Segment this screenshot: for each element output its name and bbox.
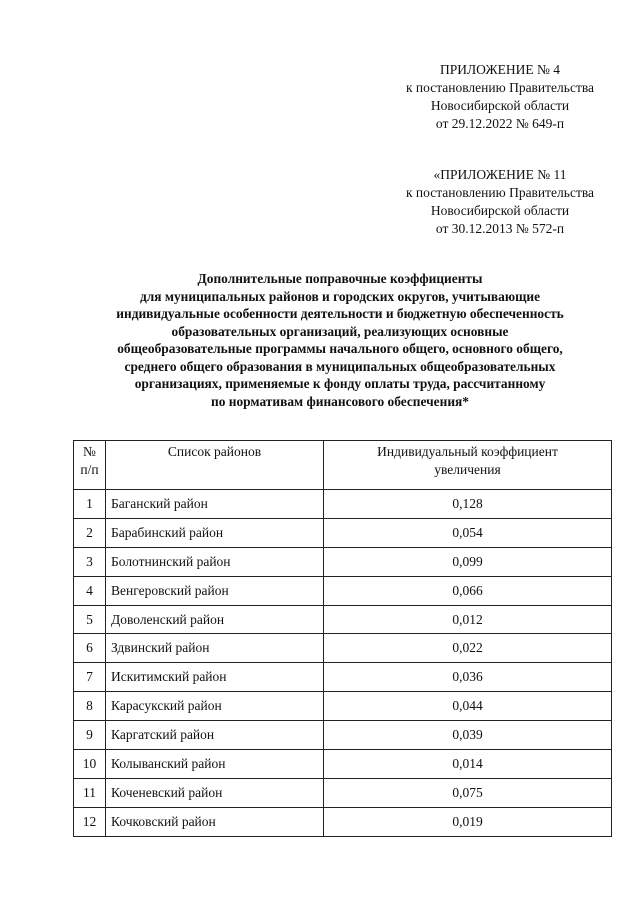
table-row bbox=[74, 634, 612, 663]
coefficient-value: 0,054 bbox=[324, 518, 612, 547]
coefficient-value: 0,022 bbox=[324, 634, 612, 663]
title-line: индивидуальные особенности деятельности и бюджетную обеспеченность bbox=[116, 306, 564, 321]
title-line: среднего общего образования в муниципальных общеобразовательных bbox=[124, 358, 556, 374]
district-name: Каргатский район bbox=[106, 721, 324, 750]
district-name: Баганский район bbox=[106, 490, 324, 519]
district-name: Венгеровский район bbox=[106, 576, 324, 605]
row-number: 2 bbox=[74, 518, 106, 547]
coefficient-value: 0,075 bbox=[324, 778, 612, 807]
table-row bbox=[74, 692, 612, 721]
appendix-previous-block bbox=[380, 166, 620, 238]
table-row bbox=[74, 721, 612, 750]
header-coefficient-line1: Индивидуальный коэффициент bbox=[377, 444, 558, 459]
coefficient-value: 0,014 bbox=[324, 750, 612, 779]
title-line: общеобразовательные программы начального общего, основного общего, bbox=[117, 341, 563, 356]
coefficient-value: 0,066 bbox=[324, 576, 612, 605]
table-row bbox=[74, 778, 612, 807]
table-row bbox=[74, 547, 612, 576]
appendix-date: от 29.12.2022 № 649-п bbox=[435, 116, 565, 131]
district-name: Коченевский район bbox=[106, 778, 324, 807]
row-number: 11 bbox=[74, 778, 106, 807]
district-name: Доволенский район bbox=[106, 605, 324, 634]
appendix-title: «ПРИЛОЖЕНИЕ № 11 bbox=[433, 167, 567, 182]
header-number-symbol: № bbox=[83, 444, 96, 459]
coefficients-table bbox=[73, 440, 612, 837]
district-name: Искитимский район bbox=[106, 663, 324, 692]
title-line: Дополнительные поправочные коэффициенты bbox=[197, 271, 483, 286]
appendix-date: от 30.12.2013 № 572-п bbox=[435, 221, 565, 236]
row-number: 9 bbox=[74, 721, 106, 750]
appendix-title: ПРИЛОЖЕНИЕ № 4 bbox=[439, 62, 561, 77]
appendix-line: Новосибирской области bbox=[430, 203, 570, 218]
coefficient-value: 0,128 bbox=[324, 490, 612, 519]
table-header-row bbox=[74, 441, 612, 490]
title-line: по нормативам финансового обеспечения* bbox=[211, 393, 469, 409]
appendix-line: Новосибирской области bbox=[430, 98, 570, 113]
district-name: Колыванский район bbox=[106, 750, 324, 779]
row-number: 8 bbox=[74, 692, 106, 721]
appendix-current-block bbox=[380, 61, 620, 133]
header-coefficient-line2: увеличения bbox=[434, 462, 501, 477]
district-name: Карасукский район bbox=[106, 692, 324, 721]
coefficient-value: 0,019 bbox=[324, 807, 612, 836]
document-title bbox=[40, 270, 640, 410]
coefficient-value: 0,012 bbox=[324, 605, 612, 634]
header-districts: Список районов bbox=[106, 441, 324, 490]
title-line: образовательных организаций, реализующих основные bbox=[171, 323, 509, 339]
table-row bbox=[74, 807, 612, 836]
row-number: 6 bbox=[74, 634, 106, 663]
row-number: 7 bbox=[74, 663, 106, 692]
table-row bbox=[74, 605, 612, 634]
row-number: 5 bbox=[74, 605, 106, 634]
district-name: Болотнинский район bbox=[106, 547, 324, 576]
row-number: 1 bbox=[74, 490, 106, 519]
district-name: Кочковский район bbox=[106, 807, 324, 836]
appendix-line: к постановлению Правительства bbox=[405, 185, 595, 200]
district-name: Здвинский район bbox=[106, 634, 324, 663]
coefficient-value: 0,039 bbox=[324, 721, 612, 750]
coefficient-value: 0,099 bbox=[324, 547, 612, 576]
row-number: 4 bbox=[74, 576, 106, 605]
table-row bbox=[74, 518, 612, 547]
header-number-abbr: п/п bbox=[80, 462, 99, 477]
table-row bbox=[74, 576, 612, 605]
row-number: 12 bbox=[74, 807, 106, 836]
row-number: 10 bbox=[74, 750, 106, 779]
title-line: организациях, применяемые к фонду оплаты труда, рассчитанному bbox=[134, 376, 546, 391]
appendix-line: к постановлению Правительства bbox=[405, 80, 595, 95]
row-number: 3 bbox=[74, 547, 106, 576]
header-coefficient bbox=[324, 441, 612, 490]
table-row bbox=[74, 663, 612, 692]
table-row bbox=[74, 490, 612, 519]
coefficient-value: 0,036 bbox=[324, 663, 612, 692]
header-number bbox=[74, 441, 106, 490]
district-name: Барабинский район bbox=[106, 518, 324, 547]
title-line: для муниципальных районов и городских округов, учитывающие bbox=[139, 288, 541, 304]
table-row bbox=[74, 750, 612, 779]
coefficient-value: 0,044 bbox=[324, 692, 612, 721]
